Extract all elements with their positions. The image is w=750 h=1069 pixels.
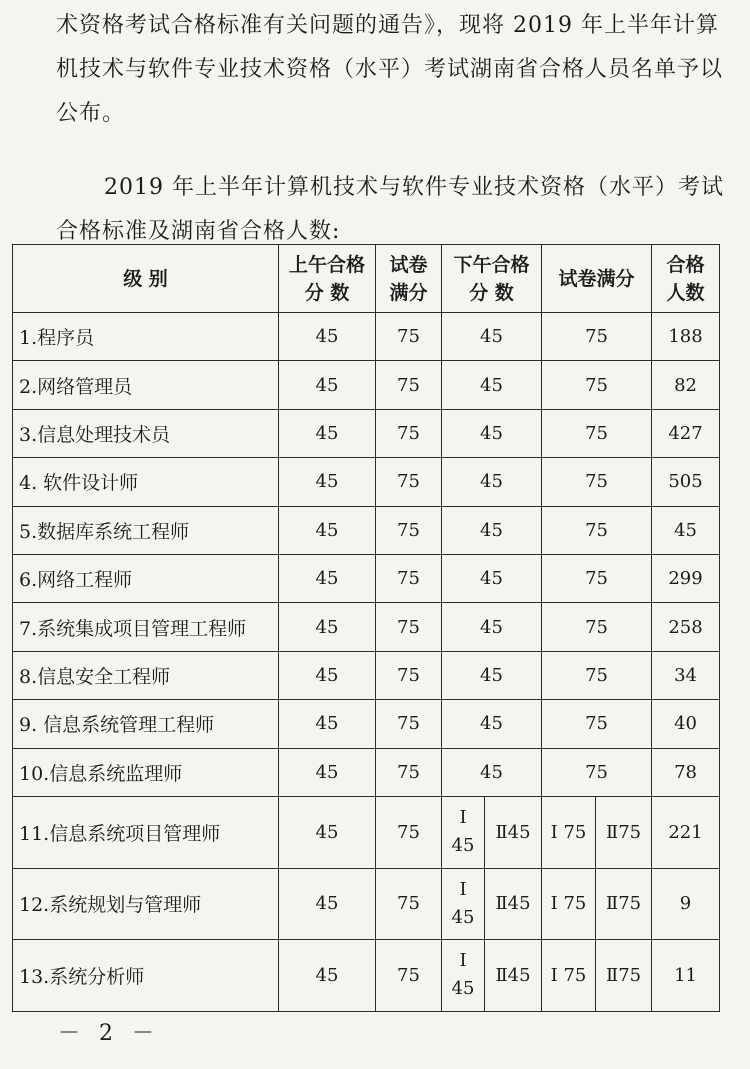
row-pm-score: 45 <box>442 554 542 602</box>
row-level-name: 7.系统集成项目管理工程师 <box>13 603 279 651</box>
row-am-score: 45 <box>279 409 376 457</box>
row-level-name: 11.信息系统项目管理师 <box>13 796 279 868</box>
row-pm-full: 75 <box>542 409 652 457</box>
row-level-name: 13.系统分析师 <box>13 940 279 1012</box>
qualification-table <box>12 244 720 1012</box>
row-count: 45 <box>652 506 720 554</box>
table-row <box>13 313 720 361</box>
intro-paragraph: 术资格考试合格标准有关问题的通告》，现将 2019 年上半年计算机技术与软件专业技术资格（水平）考试湖南省合格人员名单予以公布。 <box>56 13 724 126</box>
row-am-full: 75 <box>376 748 442 796</box>
row-count: 427 <box>652 409 720 457</box>
row-level-name: 12.系统规划与管理师 <box>13 868 279 940</box>
row-level-name: 5.数据库系统工程师 <box>13 506 279 554</box>
row-level-name: 1.程序员 <box>13 313 279 361</box>
row-am-full: 75 <box>376 603 442 651</box>
row-am-score: 45 <box>279 796 376 868</box>
header-pm-score-line2: 分 数 <box>469 281 514 304</box>
row-level-name: 6.网络工程师 <box>13 554 279 602</box>
table-row <box>13 554 720 602</box>
row-level-name: 9. 信息系统管理工程师 <box>13 700 279 748</box>
table-header-row <box>13 245 720 313</box>
row-am-full: 75 <box>376 313 442 361</box>
row-pm-score-part2: Ⅱ45 <box>485 796 542 868</box>
header-count-line1: 合格 <box>666 253 705 276</box>
table-row <box>13 651 720 699</box>
row-am-score: 45 <box>279 940 376 1012</box>
row-count: 299 <box>652 554 720 602</box>
row-am-score: 45 <box>279 651 376 699</box>
row-am-score: 45 <box>279 554 376 602</box>
row-pm-score-part1 <box>442 940 485 1012</box>
row-count: 221 <box>652 796 720 868</box>
row-am-score: 45 <box>279 868 376 940</box>
row-pm-full: 75 <box>542 700 652 748</box>
row-am-full: 75 <box>376 506 442 554</box>
row-count: 40 <box>652 700 720 748</box>
row-am-full: 75 <box>376 700 442 748</box>
row-pm-full-part1: I 75 <box>542 940 596 1012</box>
row-pm-score: 45 <box>442 361 542 409</box>
header-am-full-line2: 满分 <box>389 281 428 304</box>
part1-score: 45 <box>451 978 475 1000</box>
row-pm-score: 45 <box>442 700 542 748</box>
header-am-full <box>376 245 442 313</box>
header-am-score-line2: 分 数 <box>304 281 350 304</box>
row-pm-full: 75 <box>542 554 652 602</box>
row-pm-score: 45 <box>442 603 542 651</box>
row-count: 258 <box>652 603 720 651</box>
row-pm-score-part2: Ⅱ45 <box>485 940 542 1012</box>
table-row <box>13 458 720 506</box>
table-row <box>13 940 720 1012</box>
row-pm-full: 75 <box>542 651 652 699</box>
table-row <box>13 748 720 796</box>
row-am-full: 75 <box>376 940 442 1012</box>
row-am-full: 75 <box>376 458 442 506</box>
header-am-score-line1: 上午合格 <box>288 253 365 276</box>
row-am-score: 45 <box>279 603 376 651</box>
header-am-score <box>279 245 376 313</box>
part1-label: I <box>459 807 467 829</box>
row-count: 82 <box>652 361 720 409</box>
part1-score: 45 <box>451 906 475 928</box>
row-pm-full: 75 <box>542 603 652 651</box>
row-am-full: 75 <box>376 361 442 409</box>
row-pm-score: 45 <box>442 748 542 796</box>
row-level-name: 10.信息系统监理师 <box>13 748 279 796</box>
row-pm-full: 75 <box>542 506 652 554</box>
row-level-name: 4. 软件设计师 <box>13 458 279 506</box>
row-pm-full-part2: Ⅱ75 <box>596 940 652 1012</box>
row-pm-full: 75 <box>542 458 652 506</box>
standard-paragraph: 2019 年上半年计算机技术与软件专业技术资格（水平）考试合格标准及湖南省合格人数: <box>56 175 724 244</box>
row-count: 9 <box>652 868 720 940</box>
row-am-score: 45 <box>279 313 376 361</box>
row-count: 188 <box>652 313 720 361</box>
row-count: 34 <box>652 651 720 699</box>
row-pm-full-part2: Ⅱ75 <box>596 868 652 940</box>
table-row <box>13 603 720 651</box>
row-am-full: 75 <box>376 868 442 940</box>
row-am-score: 45 <box>279 458 376 506</box>
row-pm-full: 75 <box>542 748 652 796</box>
header-count-line2: 人数 <box>666 281 705 304</box>
header-pm-score-line1: 下午合格 <box>453 253 530 276</box>
row-pm-full-part1: I 75 <box>542 796 596 868</box>
row-pm-score: 45 <box>442 313 542 361</box>
table-row <box>13 361 720 409</box>
row-am-full: 75 <box>376 796 442 868</box>
header-level: 级 别 <box>13 245 279 313</box>
row-count: 78 <box>652 748 720 796</box>
row-am-full: 75 <box>376 409 442 457</box>
row-am-full: 75 <box>376 554 442 602</box>
row-am-score: 45 <box>279 506 376 554</box>
row-level-name: 3.信息处理技术员 <box>13 409 279 457</box>
row-level-name: 2.网络管理员 <box>13 361 279 409</box>
row-pm-score-part2: Ⅱ45 <box>485 868 542 940</box>
header-count <box>652 245 720 313</box>
row-pm-score: 45 <box>442 651 542 699</box>
row-am-score: 45 <box>279 700 376 748</box>
row-pm-score-part1 <box>442 868 485 940</box>
header-pm-full: 试卷满分 <box>542 245 652 313</box>
row-pm-full-part2: Ⅱ75 <box>596 796 652 868</box>
row-pm-score: 45 <box>442 409 542 457</box>
table-row <box>13 700 720 748</box>
part1-score: 45 <box>451 835 475 857</box>
table-row <box>13 409 720 457</box>
row-pm-score: 45 <box>442 458 542 506</box>
page-number: － 2 － <box>58 1021 160 1046</box>
row-pm-score: 45 <box>442 506 542 554</box>
row-am-full: 75 <box>376 651 442 699</box>
row-pm-full-part1: I 75 <box>542 868 596 940</box>
table-row <box>13 506 720 554</box>
row-am-score: 45 <box>279 361 376 409</box>
part1-label: I <box>459 878 467 900</box>
row-count: 11 <box>652 940 720 1012</box>
header-pm-score <box>442 245 542 313</box>
header-am-full-line1: 试卷 <box>389 253 428 276</box>
row-count: 505 <box>652 458 720 506</box>
row-pm-score-part1 <box>442 796 485 868</box>
table-row <box>13 796 720 868</box>
row-level-name: 8.信息安全工程师 <box>13 651 279 699</box>
row-pm-full: 75 <box>542 313 652 361</box>
row-am-score: 45 <box>279 748 376 796</box>
table-row <box>13 868 720 940</box>
part1-label: I <box>459 950 467 972</box>
row-pm-full: 75 <box>542 361 652 409</box>
